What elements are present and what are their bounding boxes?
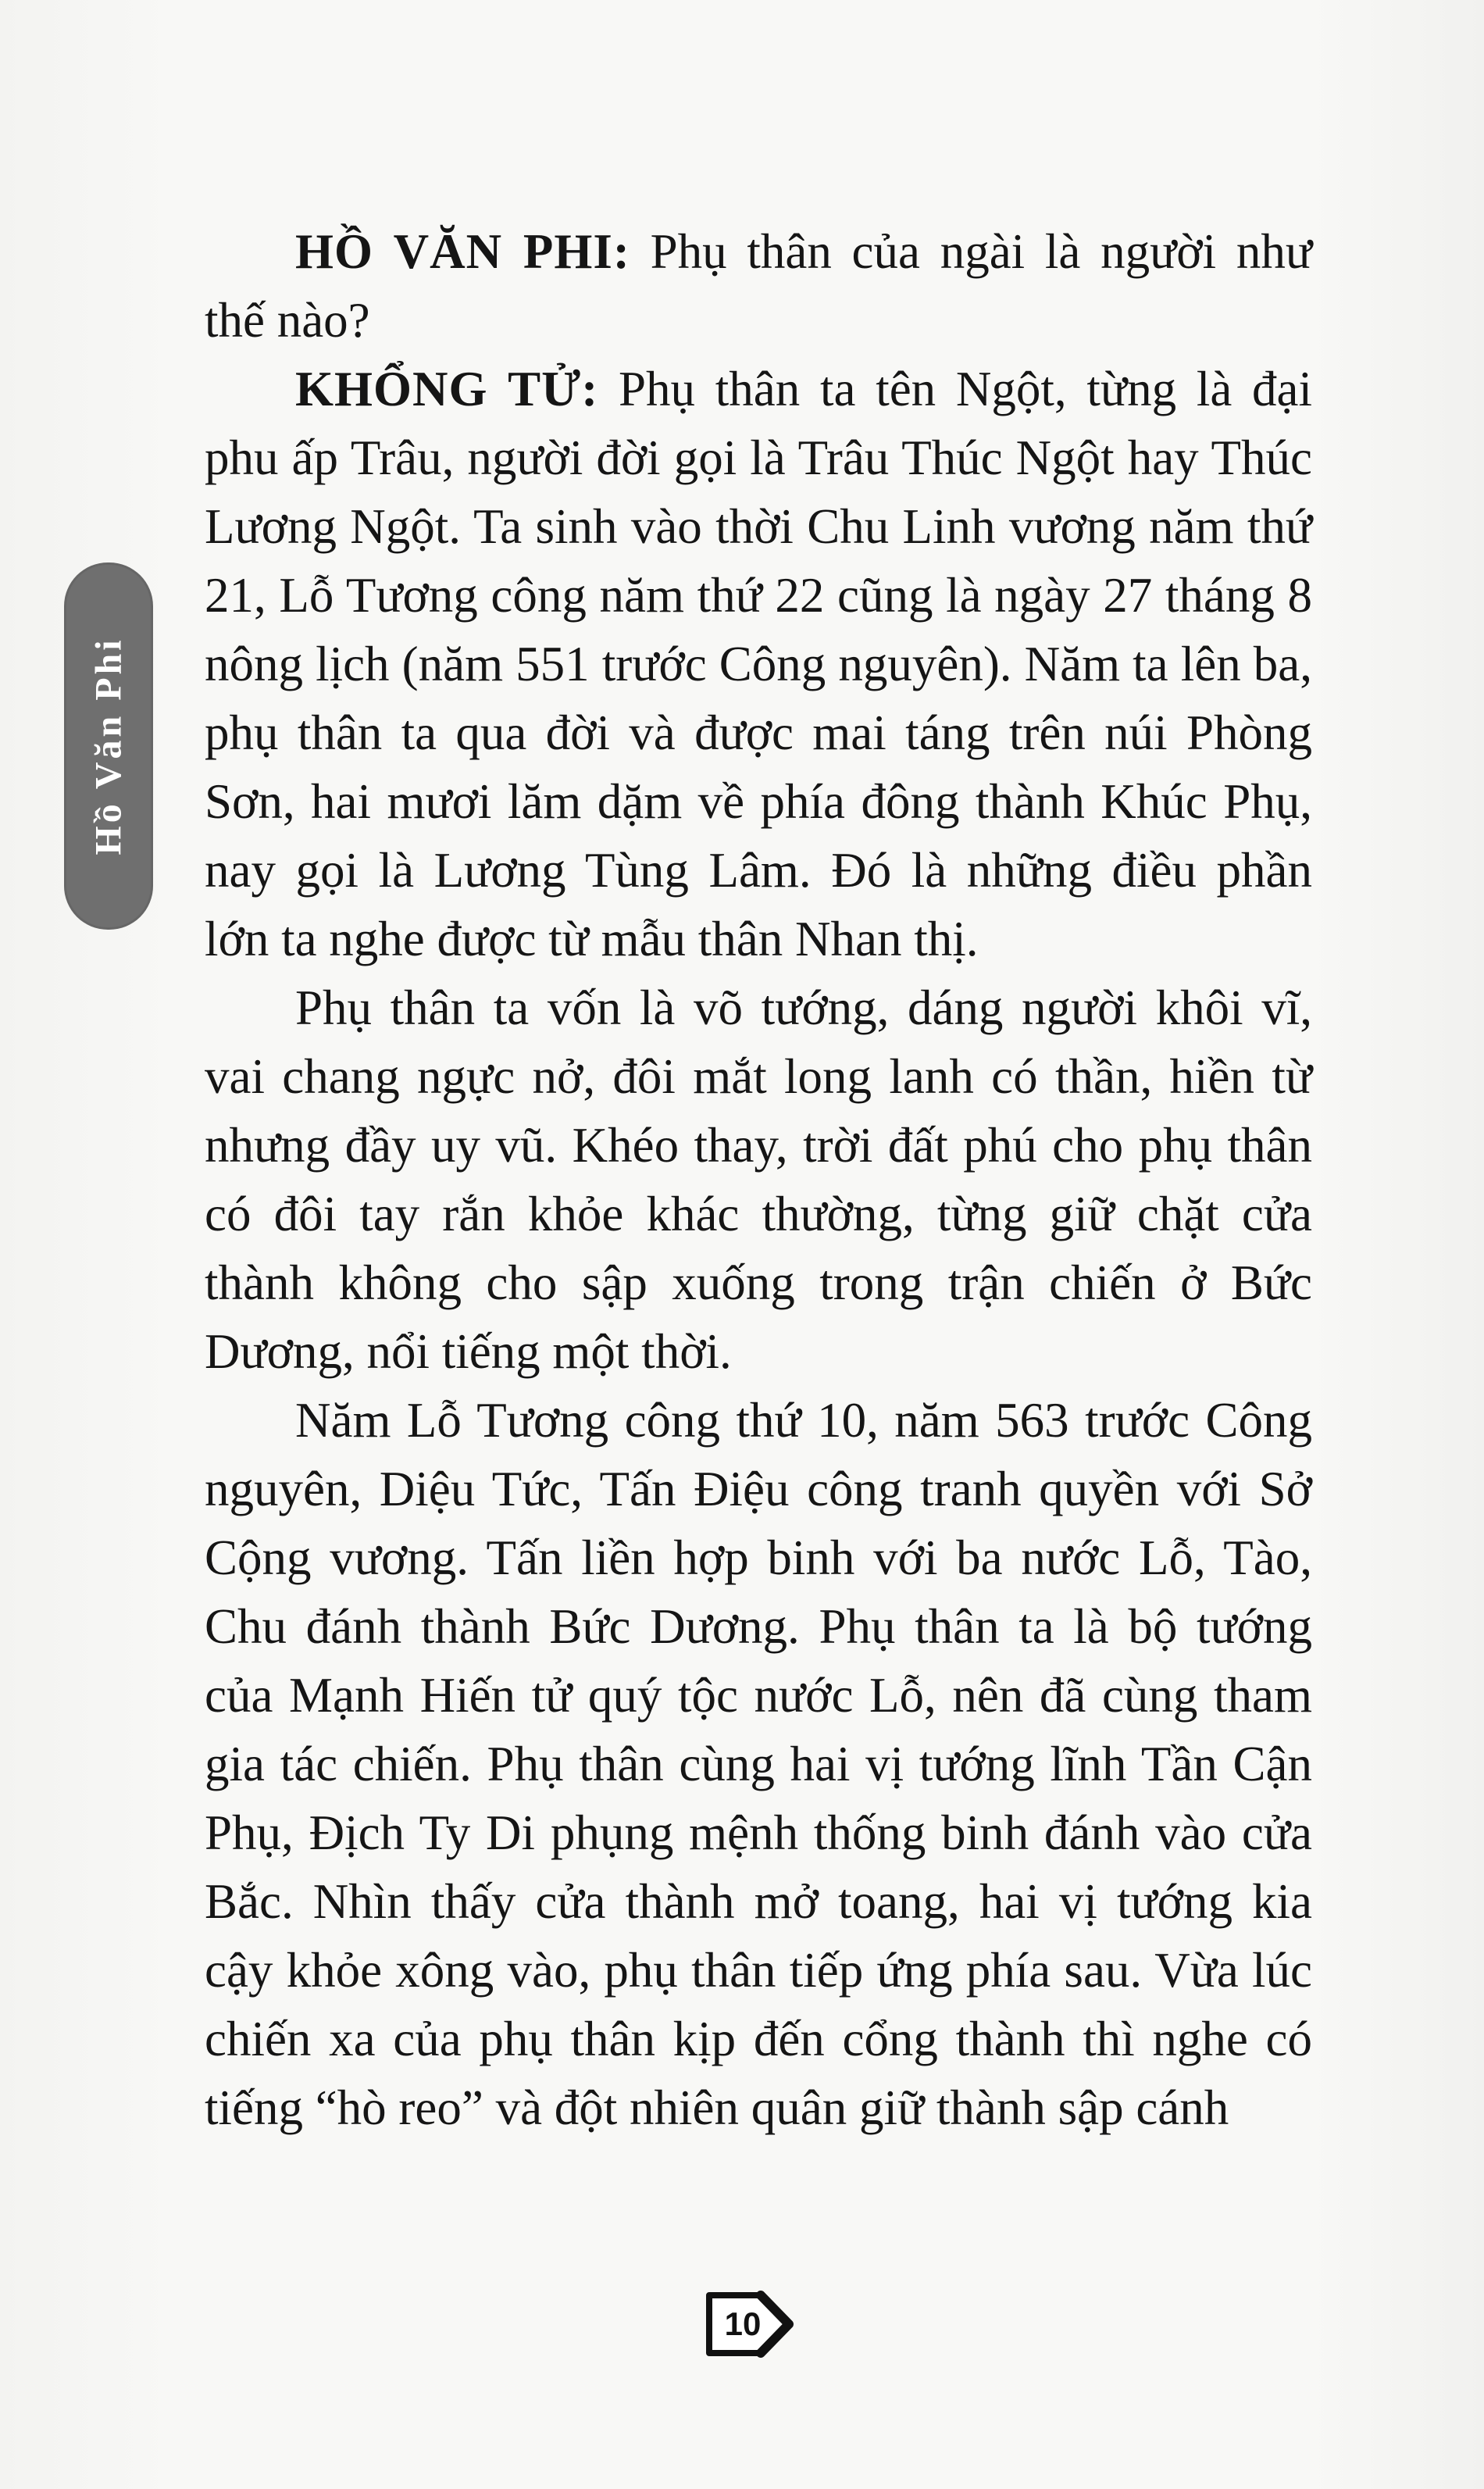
page-number: 10	[724, 2305, 762, 2342]
author-name-tab: Hồ Văn Phi	[87, 637, 130, 855]
paragraph	[205, 217, 1312, 355]
page-body	[205, 217, 1312, 2142]
paragraph	[205, 973, 1312, 1386]
paragraph-text: Phụ thân của ngài là người như thế nào?	[205, 224, 1312, 348]
speaker-khong-tu: KHỔNG TỬ:	[295, 362, 599, 416]
paragraph	[205, 355, 1312, 973]
paragraph	[205, 1386, 1312, 2142]
paragraph-text: Phụ thân ta tên Ngột, từng là đại phu ấp Trâu, người đời gọi là Trâu Thúc Ngột hay Thúc Lương Ngột. Ta sinh vào thời Chu Linh vương năm thứ 21, Lỗ Tương công năm thứ 22 cũng là ngày 27 tháng 8 nông lịch (năm 551 trước Công nguyên). Năm ta lên ba, phụ thân ta qua đời và được mai táng trên núi Phòng Sơn, hai mươi lăm dặm về phía đông thành Khúc Phụ, nay gọi là Lương Tùng Lâm. Đó là những điều phần lớn ta nghe được từ mẫu thân Nhan thị.	[205, 362, 1313, 966]
speaker-ho-van-phi: HỒ VĂN PHI:	[295, 224, 630, 279]
paragraph-text: Phụ thân ta vốn là võ tướng, dáng người khôi vĩ, vai chang ngực nở, đôi mắt long lanh có thần, hiền từ nhưng đầy uy vũ. Khéo thay, trời đất phú cho phụ thân có đôi tay rắn khỏe khác thường, từng giữ chặt cửa thành không cho sập xuống trong trận chiến ở Bức Dương, nổi tiếng một thời.	[205, 980, 1312, 1379]
paragraph-text: Năm Lỗ Tương công thứ 10, năm 563 trước Công nguyên, Diệu Tức, Tấn Điệu công tranh quyền với Sở Cộng vương. Tấn liền hợp binh với ba nước Lỗ, Tào, Chu đánh thành Bức Dương. Phụ thân ta là bộ tướng của Mạnh Hiến tử quý tộc nước Lỗ, nên đã cùng tham gia tác chiến. Phụ thân cùng hai vị tướng lĩnh Tần Cận Phụ, Địch Ty Di phụng mệnh thống binh đánh vào cửa Bắc. Nhìn thấy cửa thành mở toang, hai vị tướng kia cậy khỏe xông vào, phụ thân tiếp ứng phía sau. Vừa lúc chiến xa của phụ thân kịp đến cổng thành thì nghe có tiếng “hò reo” và đột nhiên quân giữ thành sập cánh	[205, 1393, 1312, 2135]
page-number-badge	[705, 2281, 798, 2367]
author-side-tab	[64, 562, 153, 930]
